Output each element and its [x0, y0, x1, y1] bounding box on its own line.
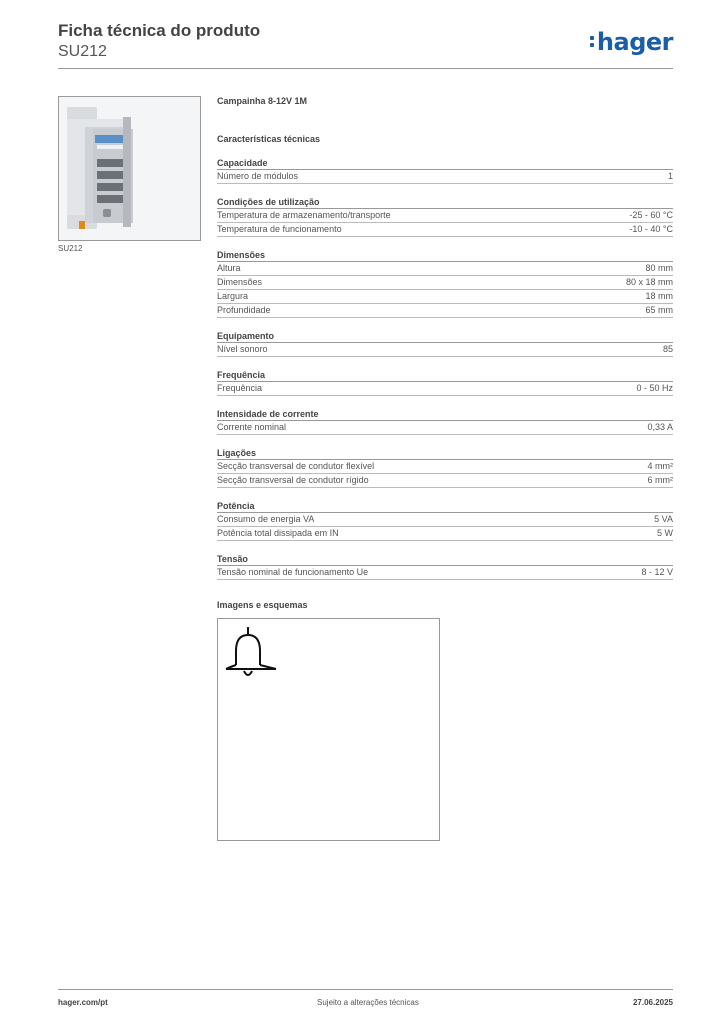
hager-logo [590, 28, 673, 56]
spec-value: 4 mm² [647, 461, 673, 471]
spec-row [217, 262, 673, 276]
spec-row [217, 343, 673, 357]
spec-group-title: Capacidade [217, 158, 673, 170]
spec-value: 65 mm [645, 305, 673, 315]
spec-row [217, 460, 673, 474]
spec-label: Corrente nominal [217, 422, 287, 432]
spec-value: 1 [667, 171, 673, 181]
bell-module-icon [59, 97, 200, 240]
spec-group-title: Dimensões [217, 250, 673, 262]
spec-label: Temperatura de funcionamento [217, 224, 342, 234]
spec-value: 5 W [656, 528, 673, 538]
images-heading: Imagens e esquemas [217, 600, 308, 610]
spec-label: Número de módulos [217, 171, 299, 181]
spec-label: Nível sonoro [217, 344, 268, 354]
spec-row [217, 209, 673, 223]
spec-row [217, 527, 673, 541]
spec-group-title: Intensidade de corrente [217, 409, 673, 421]
product-image [58, 96, 201, 241]
spec-label: Consumo de energia VA [217, 514, 315, 524]
spec-label: Temperatura de armazenamento/transporte [217, 210, 391, 220]
spec-label: Altura [217, 263, 241, 273]
spec-group-title: Ligações [217, 448, 673, 460]
spec-group [217, 331, 673, 357]
spec-row [217, 474, 673, 488]
spec-row [217, 566, 673, 580]
spec-group-title: Equipamento [217, 331, 673, 343]
spec-value: 6 mm² [647, 475, 673, 485]
spec-label: Dimensões [217, 277, 263, 287]
spec-value: 85 [662, 344, 673, 354]
spec-row [217, 382, 673, 396]
bell-symbol-icon [220, 621, 290, 683]
tech-specs-heading: Características técnicas [217, 134, 321, 144]
footer-notice: Sujeito a alterações técnicas [317, 998, 419, 1007]
spec-group [217, 409, 673, 435]
spec-row [217, 421, 673, 435]
spec-label: Tensão nominal de funcionamento Ue [217, 567, 369, 577]
product-code: SU212 [58, 43, 107, 60]
spec-row [217, 170, 673, 184]
spec-value: 18 mm [645, 291, 673, 301]
spec-group [217, 370, 673, 396]
spec-value: 0,33 A [647, 422, 673, 432]
spec-label: Potência total dissipada em IN [217, 528, 339, 538]
spec-value: 80 mm [645, 263, 673, 273]
page-header [58, 20, 673, 70]
spec-group [217, 448, 673, 488]
product-image-caption: SU212 [58, 244, 83, 253]
logo-text: hager [596, 28, 673, 56]
spec-value: -25 - 60 °C [629, 210, 673, 220]
scheme-image [217, 618, 440, 841]
spec-value: 8 - 12 V [641, 567, 673, 577]
spec-label: Profundidade [217, 305, 271, 315]
page-title: Ficha técnica do produto [58, 21, 261, 40]
spec-row [217, 276, 673, 290]
spec-group [217, 501, 673, 541]
spec-label: Largura [217, 291, 249, 301]
spec-value: 5 VA [654, 514, 673, 524]
spec-row [217, 513, 673, 527]
spec-label: Secção transversal de condutor rígido [217, 475, 369, 485]
spec-value: -10 - 40 °C [629, 224, 673, 234]
spec-row [217, 290, 673, 304]
spec-group [217, 158, 673, 184]
footer-divider [58, 989, 673, 990]
spec-group-title: Potência [217, 501, 673, 513]
spec-value: 80 x 18 mm [625, 277, 673, 287]
spec-group [217, 250, 673, 318]
logo-dots-icon [590, 33, 595, 49]
spec-label: Frequência [217, 383, 263, 393]
spec-group-title: Frequência [217, 370, 673, 382]
footer-website[interactable]: hager.com/pt [58, 998, 108, 1007]
spec-row [217, 304, 673, 318]
spec-value: 0 - 50 Hz [636, 383, 673, 393]
spec-group-title: Condições de utilização [217, 197, 673, 209]
spec-label: Secção transversal de condutor flexível [217, 461, 375, 471]
spec-row [217, 223, 673, 237]
spec-group [217, 554, 673, 580]
spec-group-title: Tensão [217, 554, 673, 566]
header-divider [58, 68, 673, 69]
spec-groups [217, 158, 673, 580]
spec-group [217, 197, 673, 237]
product-name: Campainha 8-12V 1M [217, 96, 308, 106]
spec-content [217, 96, 673, 580]
footer-date: 27.06.2025 [632, 998, 673, 1007]
